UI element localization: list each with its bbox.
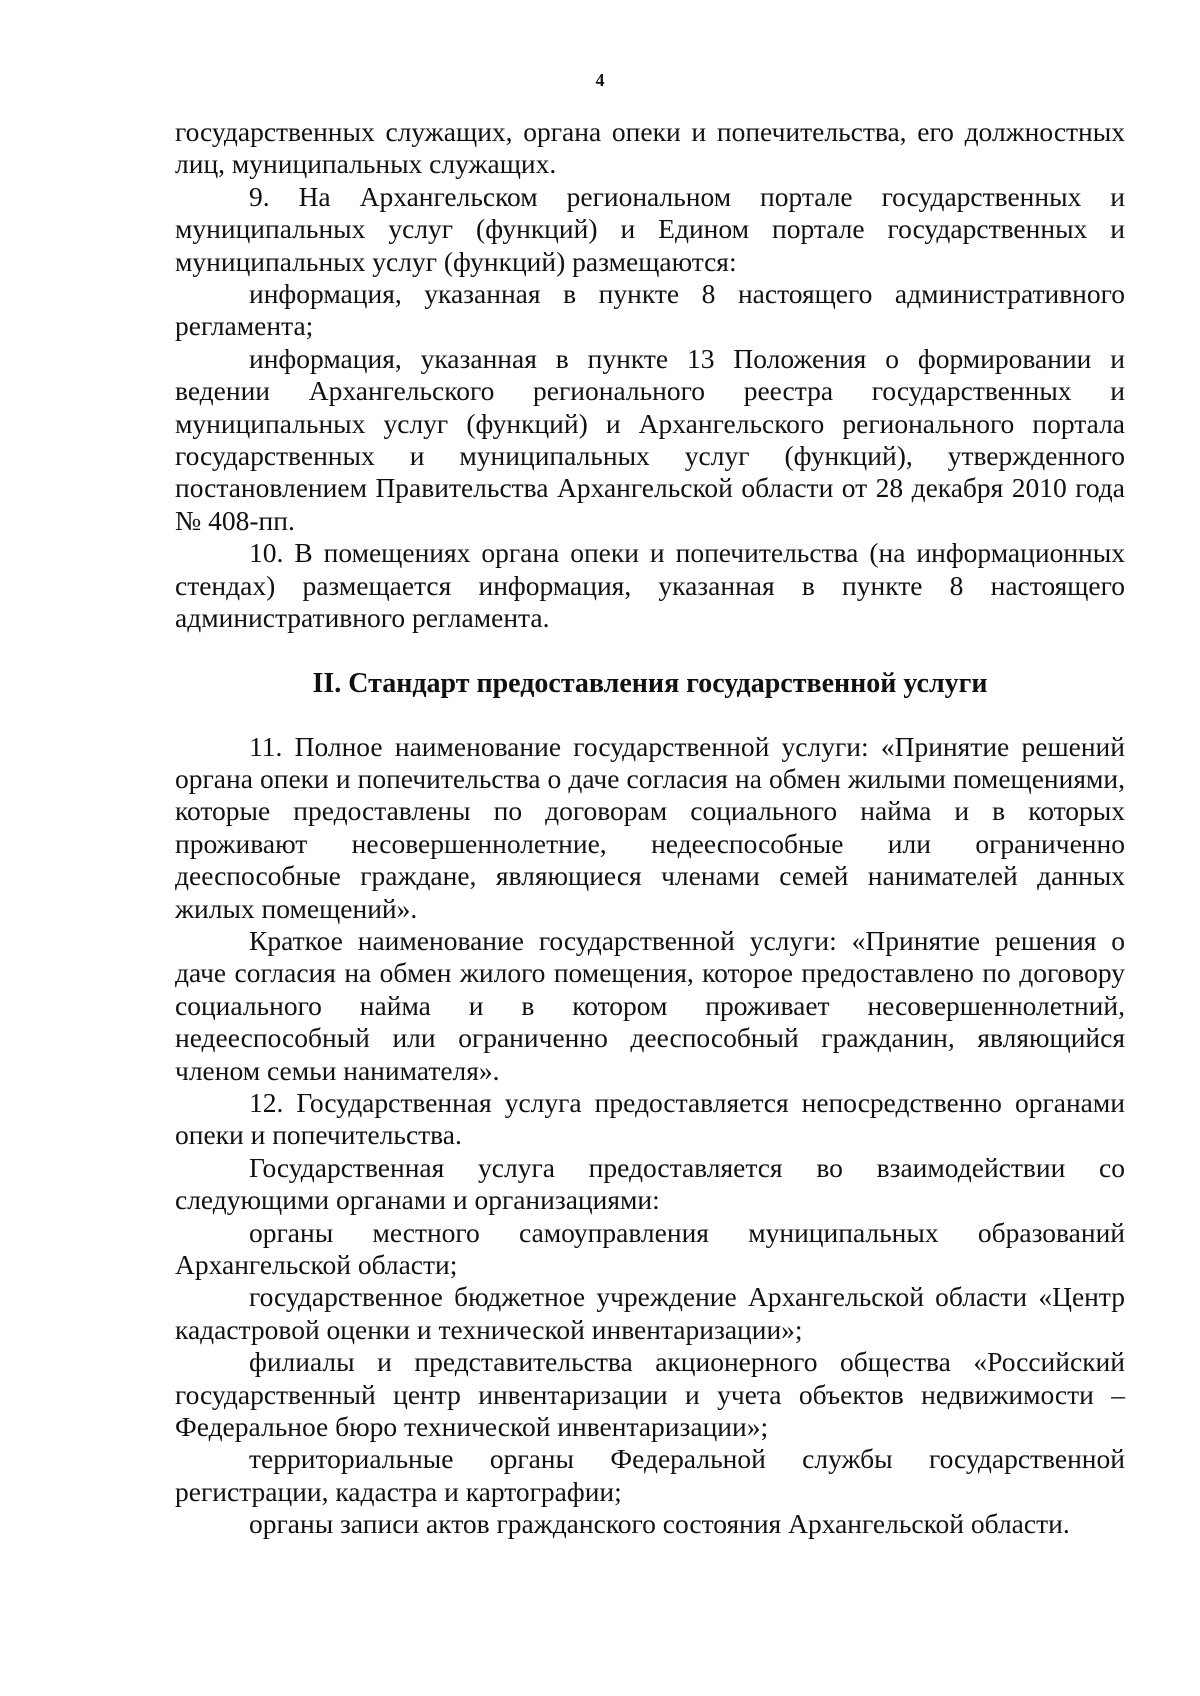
- list-item-cadastral-center: государственное бюджетное учреждение Архангельской области «Центр кадастровой оценки и технической инвентаризации»;: [175, 1281, 1125, 1345]
- paragraph-item-9-info-2: информация, указанная в пункте 13 Положения о формировании и ведении Архангельского регионального реестра государственных и муниципальных услуг (функций) и Архангельского регионального портала государственных и муниципальных услуг (функций), утвержденного постановлением Правительства Архангельской области от 28 декабря 2010 года № 408-пп.: [175, 342, 1125, 536]
- paragraph-item-9: 9. На Архангельском региональном портале государственных и муниципальных услуг (функций) и Едином портале государственных и муниципальных услуг (функций) размещаются:: [175, 180, 1125, 277]
- paragraph-short-name: Краткое наименование государственной услуги: «Принятие решения о даче согласия на обмен жилого помещения, которое предоставлено по договору социального найма и в котором проживает несовершеннолетний, недееспособный или ограниченно дееспособный гражданин, являющийся членом семьи нанимателя».: [175, 924, 1125, 1086]
- page-number: 4: [595, 70, 605, 90]
- list-item-local-government: органы местного самоуправления муниципальных образований Архангельской области;: [175, 1216, 1125, 1280]
- paragraph-item-12: 12. Государственная услуга предоставляется непосредственно органами опеки и попечительства.: [175, 1086, 1125, 1151]
- list-item-registration-service: территориальные органы Федеральной службы государственной регистрации, кадастра и картографии;: [175, 1443, 1125, 1507]
- paragraph-item-10: 10. В помещениях органа опеки и попечительства (на информационных стендах) размещается информация, указанная в пункте 8 настоящего административного регламента.: [175, 537, 1125, 634]
- paragraph-item-9-info-1: информация, указанная в пункте 8 настоящего административного регламента;: [175, 278, 1125, 342]
- list-item-inventory-bureau: филиалы и представительства акционерного общества «Российский государственный центр инвентаризации и учета объектов недвижимости – Федеральное бюро технической инвентаризации»;: [175, 1346, 1125, 1443]
- section-heading: II. Стандарт предоставления государственной услуги: [312, 667, 988, 699]
- list-item-civil-registry: органы записи актов гражданского состояния Архангельской области.: [249, 1508, 1070, 1540]
- paragraph-item-11: 11. Полное наименование государственной услуги: «Принятие решений органа опеки и попечительства о даче согласия на обмен жилыми помещениями, которые предоставлены по договорам социального найма и в которых проживают несовершеннолетние, недееспособные или ограниченно дееспособные граждане, являющиеся членами семей нанимателей данных жилых помещений».: [175, 730, 1125, 924]
- document-body: [175, 116, 1125, 1541]
- paragraph-continuation: государственных служащих, органа опеки и попечительства, его должностных лиц, муниципальных служащих.: [175, 116, 1125, 180]
- paragraph-interaction: Государственная услуга предоставляется во взаимодействии со следующими органами и организациями:: [175, 1151, 1125, 1216]
